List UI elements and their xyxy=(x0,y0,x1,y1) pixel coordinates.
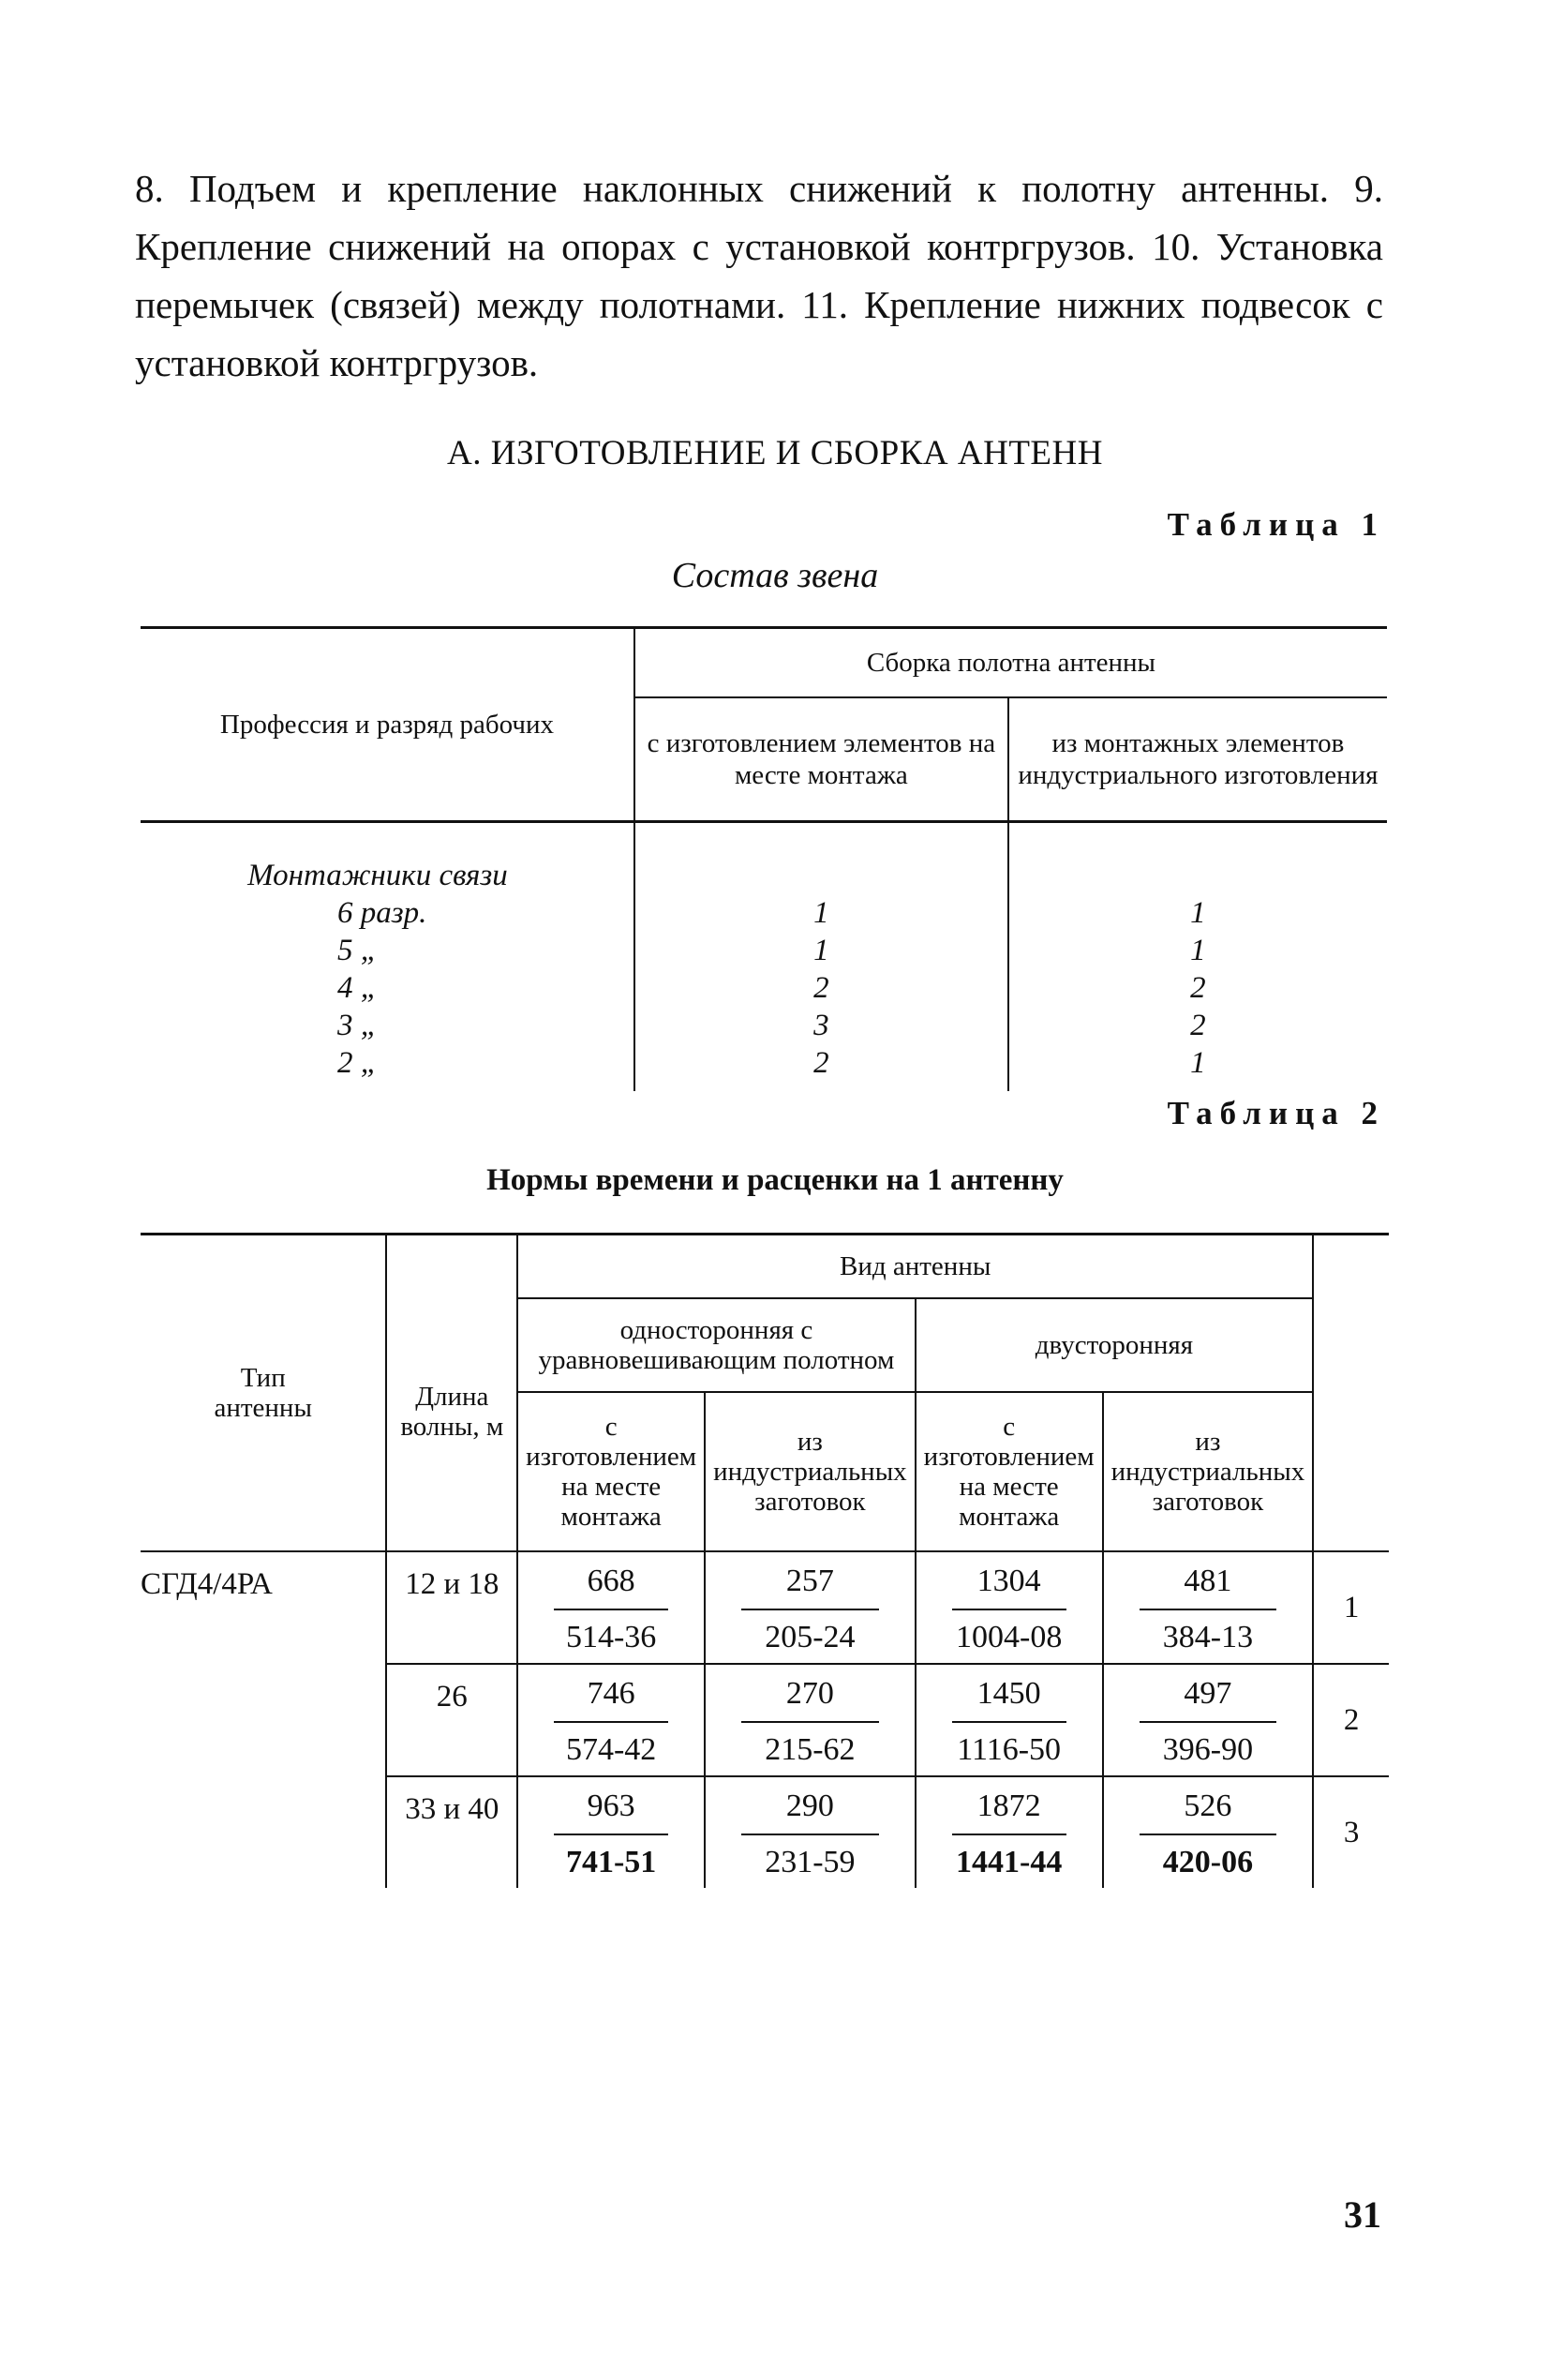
col-with-manufacture xyxy=(634,822,1008,1092)
header-sub-ind-2: из индустриальных заготовок xyxy=(1103,1392,1314,1551)
norm-cell xyxy=(1103,1664,1314,1776)
page-number: 31 xyxy=(1344,2193,1381,2236)
header-sub-ind-1: из индустриальных заготовок xyxy=(705,1392,916,1551)
rank-3: 3 „ xyxy=(337,1009,379,1042)
time-norm: 497 xyxy=(1140,1676,1277,1723)
rate: 384-13 xyxy=(1162,1620,1254,1654)
time-norm: 290 xyxy=(741,1789,879,1835)
header-sub-site-2: с изготовлением на месте монтажа xyxy=(916,1392,1103,1551)
group-label: Монтажники связи xyxy=(247,859,508,892)
header-sub-site-1: с изготовлением на месте монтажа xyxy=(517,1392,705,1551)
time-norm: 257 xyxy=(741,1564,879,1610)
value-cell: 2 xyxy=(813,971,829,1005)
table2-label: Таблица 2 xyxy=(1167,1095,1385,1131)
norm-cell xyxy=(705,1551,916,1664)
header-profession: Профессия и разряд рабочих xyxy=(141,628,634,822)
rate: 420-06 xyxy=(1162,1845,1254,1879)
rate: 396-90 xyxy=(1162,1732,1254,1767)
col-industrial xyxy=(1008,822,1387,1092)
rank-5: 5 „ xyxy=(337,934,379,967)
time-norm: 668 xyxy=(554,1564,668,1610)
time-norm: 481 xyxy=(1140,1564,1277,1610)
rate: 1004-08 xyxy=(956,1620,1063,1654)
wave-length: 26 xyxy=(386,1664,517,1776)
rate: 1116-50 xyxy=(957,1732,1062,1767)
header-industrial-elements: из монтажных элементов индустриального изготовления xyxy=(1008,697,1387,822)
row-index: 1 xyxy=(1313,1551,1389,1664)
header-type: Тип антенны xyxy=(141,1235,386,1552)
section-title: А. ИЗГОТОВЛЕНИЕ И СБОРКА АНТЕНН xyxy=(447,434,1103,472)
rank-column xyxy=(141,822,634,1092)
norm-cell xyxy=(517,1776,705,1888)
wave-length: 33 и 40 xyxy=(386,1776,517,1888)
antenna-type: СГД4/4РА xyxy=(141,1551,386,1888)
value-cell: 2 xyxy=(1190,1009,1206,1042)
value-cell: 1 xyxy=(1190,896,1206,930)
header-one-sided: односторонняя с уравновешивающим полотном xyxy=(517,1298,916,1392)
rate: 215-62 xyxy=(765,1732,856,1767)
intro-paragraph xyxy=(135,159,1383,392)
value-cell: 2 xyxy=(1190,971,1206,1005)
rate: 514-36 xyxy=(565,1620,657,1654)
rate: 231-59 xyxy=(765,1845,856,1879)
time-norm: 963 xyxy=(554,1789,668,1835)
value-cell: 1 xyxy=(1190,1046,1206,1080)
intro-text: 8. Подъем и крепление наклонных снижений к полотну антенны. 9. Крепление снижений на опорах с установкой контргрузов. 10. Установка перемычек (связей) между полотнами. 11. Крепление нижних подвесок с установкой контргрузов. xyxy=(135,167,1383,384)
crew-composition-table xyxy=(141,626,1387,1091)
wave-length: 12 и 18 xyxy=(386,1551,517,1664)
time-norms-table xyxy=(141,1233,1389,1888)
value-cell: 3 xyxy=(813,1009,829,1042)
header-length: Длина волны, м xyxy=(386,1235,517,1552)
table1-caption: Состав звена xyxy=(671,556,879,595)
norm-cell xyxy=(517,1664,705,1776)
header-assembly: Сборка полотна антенны xyxy=(634,628,1387,698)
value-cell: 1 xyxy=(1190,934,1206,967)
norm-cell xyxy=(705,1776,916,1888)
row-index: 2 xyxy=(1313,1664,1389,1776)
rate: 1441-44 xyxy=(956,1845,1063,1879)
value-cell: 1 xyxy=(813,934,829,967)
time-norm: 1450 xyxy=(952,1676,1066,1723)
table2-caption: Нормы времени и расценки на 1 антенну xyxy=(486,1163,1064,1197)
value-cell: 1 xyxy=(813,896,829,930)
rank-2: 2 „ xyxy=(337,1046,379,1080)
norm-cell xyxy=(916,1664,1103,1776)
value-cell: 2 xyxy=(813,1046,829,1080)
rank-6: 6 разр. xyxy=(337,896,427,930)
time-norm: 526 xyxy=(1140,1789,1277,1835)
header-kind: Вид антенны xyxy=(517,1235,1313,1299)
norm-cell xyxy=(916,1776,1103,1888)
header-index-empty xyxy=(1313,1235,1389,1552)
time-norm: 270 xyxy=(741,1676,879,1723)
norm-cell xyxy=(1103,1776,1314,1888)
norm-cell xyxy=(916,1551,1103,1664)
rate: 205-24 xyxy=(765,1620,856,1654)
norm-cell xyxy=(705,1664,916,1776)
norm-cell xyxy=(1103,1551,1314,1664)
header-two-sided: двусторонняя xyxy=(916,1298,1314,1392)
norm-cell xyxy=(517,1551,705,1664)
rate: 574-42 xyxy=(565,1732,657,1767)
time-norm: 746 xyxy=(554,1676,668,1723)
table1-label: Таблица 1 xyxy=(1167,506,1385,543)
rank-4: 4 „ xyxy=(337,971,379,1005)
header-with-manufacture: с изготовлением элементов на месте монтажа xyxy=(634,697,1008,822)
rate: 741-51 xyxy=(565,1845,657,1879)
row-index: 3 xyxy=(1313,1776,1389,1888)
time-norm: 1304 xyxy=(952,1564,1066,1610)
time-norm: 1872 xyxy=(952,1789,1066,1835)
